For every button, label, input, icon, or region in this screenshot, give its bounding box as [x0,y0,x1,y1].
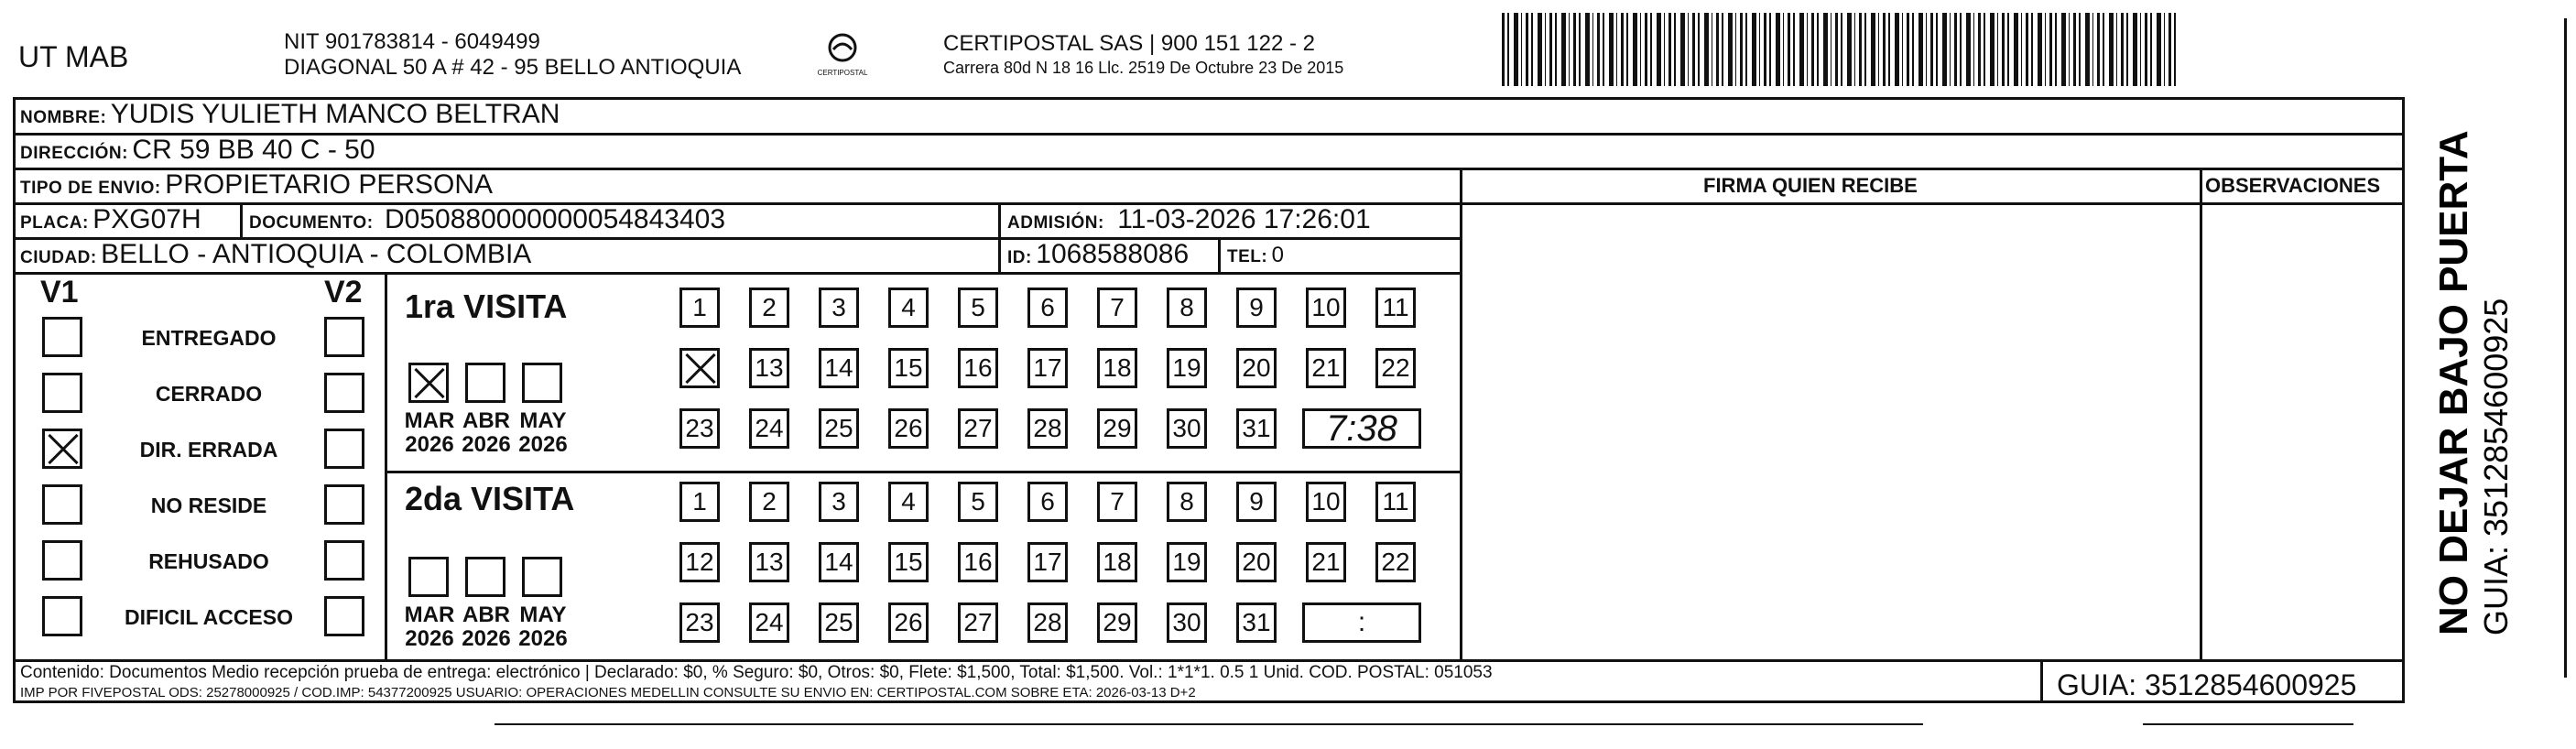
day-box[interactable]: 21 [1306,542,1346,582]
month-label: ABR [462,408,510,433]
day-box[interactable]: 13 [749,542,789,582]
ciudad-field [20,239,531,270]
footer-line1: Contenido: Documentos Medio recepción prueba de entrega: electrónico | Declarado: $0, % Seguro: $0, Otros: $0, Flete: $1,500, Total: $1,500. Vol.: 1*1*1. 0.5 1 Unid. COD. POSTAL: 051053 [20,663,1493,682]
day-box[interactable]: 7 [1097,482,1137,522]
day-box[interactable]: 9 [1236,288,1277,328]
year-label: 2026 [405,432,454,457]
day-box[interactable]: 14 [819,348,859,388]
v1-checkbox[interactable] [42,317,82,357]
v2-checkbox[interactable] [324,317,364,357]
day-box[interactable]: 31 [1236,602,1277,643]
tear-line [2143,723,2353,725]
tel-value: 0 [1271,243,1285,267]
day-box[interactable]: 27 [958,408,998,449]
time-box[interactable]: : [1302,602,1421,643]
day-box[interactable]: 5 [958,288,998,328]
nit-text: NIT 901783814 - 6049499 [284,29,540,54]
tel-label: TEL: [1227,247,1268,266]
day-box[interactable]: 26 [888,602,929,643]
logo-icon [824,33,861,64]
day-box[interactable]: 30 [1167,602,1207,643]
month-checkbox[interactable] [522,557,562,597]
day-box[interactable]: 15 [888,348,929,388]
nombre-label: NOMBRE: [20,108,107,127]
day-box[interactable]: 16 [958,542,998,582]
month-checkbox[interactable] [408,557,449,597]
company-name: UT MAB [18,40,129,73]
tipo-value: PROPIETARIO PERSONA [165,169,494,200]
day-box[interactable]: 19 [1167,348,1207,388]
v2-label: V2 [324,275,363,309]
reason-label: NO RESIDE [150,494,267,517]
barcode [1502,13,2179,86]
admision-field [1007,204,1371,235]
day-box[interactable]: 20 [1236,348,1277,388]
day-box[interactable]: 4 [888,288,929,328]
day-box[interactable]: 16 [958,348,998,388]
day-box[interactable]: 30 [1167,408,1207,449]
side-notice-text: NO DEJAR BAJO PUERTA [2431,130,2476,635]
v2-checkbox[interactable] [324,596,364,636]
placa-label: PLACA: [20,213,89,233]
day-box[interactable]: 28 [1027,602,1068,643]
time-box[interactable]: 7:38 [1302,408,1421,449]
day-box[interactable]: 18 [1097,348,1137,388]
day-box[interactable]: 25 [819,408,859,449]
day-box[interactable]: 8 [1167,482,1207,522]
day-box[interactable]: 10 [1306,482,1346,522]
month-checkbox[interactable] [465,557,505,597]
id-value: 1068588086 [1036,239,1190,269]
logo-text: CERTIPOSTAL [817,69,868,77]
day-box[interactable]: 22 [1375,542,1416,582]
day-box[interactable]: 10 [1306,288,1346,328]
nombre-value: YUDIS YULIETH MANCO BELTRAN [110,99,560,129]
v1-label: V1 [40,275,79,309]
v2-checkbox[interactable] [324,429,364,469]
day-box[interactable]: 14 [819,542,859,582]
tipo-label: TIPO DE ENVIO: [20,179,161,198]
nombre-row [20,99,560,130]
tel-field [1227,243,1284,268]
day-box[interactable]: 31 [1236,408,1277,449]
direccion-row [20,135,375,166]
year-label: 2026 [405,626,454,651]
v2-checkbox[interactable] [324,484,364,525]
direccion-value: CR 59 BB 40 C - 50 [132,135,375,165]
documento-field [249,204,725,235]
firma-label: FIRMA QUIEN RECIBE [1703,174,1918,197]
side-notice-svg [2412,110,2522,641]
courier-name: CERTIPOSTAL SAS | 900 151 122 - 2 [943,31,1315,56]
day-box[interactable]: 29 [1097,602,1137,643]
day-box[interactable]: 9 [1236,482,1277,522]
month-label: MAY [519,408,567,433]
reason-label: REHUSADO [148,549,269,573]
day-box[interactable]: 23 [679,408,720,449]
month-label: MAY [519,602,567,627]
day-box[interactable]: 13 [749,348,789,388]
day-box[interactable]: 22 [1375,348,1416,388]
reason-label: CERRADO [155,382,263,406]
day-box[interactable]: 24 [749,408,789,449]
day-box[interactable]: 17 [1027,542,1068,582]
day-box[interactable]: 20 [1236,542,1277,582]
placa-value: PXG07H [92,204,201,234]
day-box[interactable]: 27 [958,602,998,643]
first-visit-title: 1ra VISITA [405,288,568,325]
day-box[interactable]: 21 [1306,348,1346,388]
v1-checkbox[interactable] [42,540,82,581]
documento-label: DOCUMENTO: [249,213,374,233]
day-box[interactable]: 11 [1375,482,1416,522]
reason-label: DIR. ERRADA [139,438,278,461]
admision-label: ADMISIÓN: [1007,213,1104,233]
day-box[interactable] [679,348,720,388]
day-box[interactable]: 15 [888,542,929,582]
year-label: 2026 [518,626,568,651]
day-box[interactable]: 7 [1097,288,1137,328]
observaciones-label: OBSERVACIONES [2205,174,2381,197]
day-box[interactable]: 4 [888,482,929,522]
day-box[interactable]: 11 [1375,288,1416,328]
v1-checkbox[interactable] [42,373,82,413]
courier-license: Carrera 80d N 18 16 Llc. 2519 De Octubre 23 De 2015 [943,59,1344,77]
day-box[interactable]: 12 [679,542,720,582]
ciudad-value: BELLO - ANTIOQUIA - COLOMBIA [101,239,532,269]
day-box[interactable]: 24 [749,602,789,643]
year-label: 2026 [518,432,568,457]
day-box[interactable]: 2 [749,482,789,522]
day-box[interactable]: 5 [958,482,998,522]
day-box[interactable]: 2 [749,288,789,328]
company-address: DIAGONAL 50 A # 42 - 95 BELLO ANTIOQUIA [284,55,742,80]
day-box[interactable]: 25 [819,602,859,643]
tipo-row [20,169,493,201]
year-label: 2026 [462,432,511,457]
day-box[interactable]: 6 [1027,482,1068,522]
reason-label: ENTREGADO [141,326,277,350]
day-box[interactable]: 8 [1167,288,1207,328]
id-field [1007,239,1189,270]
edge-line [2564,18,2567,678]
month-label: MAR [404,408,455,433]
documento-value: D050880000000054843403 [385,204,726,234]
year-label: 2026 [462,626,511,651]
day-box[interactable]: 29 [1097,408,1137,449]
tear-line [495,723,1923,725]
admision-value: 11-03-2026 17:26:01 [1117,204,1371,234]
v2-checkbox[interactable] [324,373,364,413]
side-notice [2412,110,2522,641]
month-label: MAR [404,602,455,627]
side-guia-text: GUIA: 3512854600925 [2477,298,2515,635]
certipostal-logo [815,33,870,77]
day-box[interactable]: 3 [819,288,859,328]
day-box[interactable]: 1 [679,482,720,522]
placa-field [20,204,201,235]
v1-checkbox[interactable] [42,429,82,469]
day-box[interactable]: 19 [1167,542,1207,582]
footer-guia: GUIA: 3512854600925 [2057,668,2357,701]
month-checkbox[interactable] [522,363,562,403]
day-box[interactable]: 23 [679,602,720,643]
day-box[interactable]: 18 [1097,542,1137,582]
day-box[interactable]: 6 [1027,288,1068,328]
day-box[interactable]: 17 [1027,348,1068,388]
footer-line2: IMP POR FIVEPOSTAL ODS: 25278000925 / COD.IMP: 54377200925 USUARIO: OPERACIONES MEDELLIN CONSULTE SU ENVIO EN: CERTIPOSTAL.COM SOBRE ETA: 2026-03-13 D+2 [20,685,1196,700]
second-visit-title: 2da VISITA [405,480,575,517]
day-box[interactable]: 3 [819,482,859,522]
v2-checkbox[interactable] [324,540,364,581]
id-label: ID: [1007,248,1032,267]
v1-checkbox[interactable] [42,484,82,525]
day-box[interactable]: 1 [679,288,720,328]
day-box[interactable]: 26 [888,408,929,449]
month-checkbox[interactable] [465,363,505,403]
direccion-label: DIRECCIÓN: [20,144,128,163]
reason-label: DIFICIL ACCESO [124,605,293,629]
day-box[interactable]: 28 [1027,408,1068,449]
month-checkbox[interactable] [408,363,449,403]
month-label: ABR [462,602,510,627]
ciudad-label: CIUDAD: [20,248,97,267]
v1-checkbox[interactable] [42,596,82,636]
